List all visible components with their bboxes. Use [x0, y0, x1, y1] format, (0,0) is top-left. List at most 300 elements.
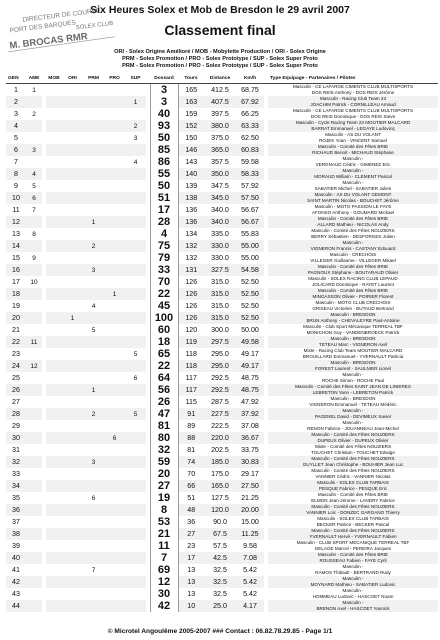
cell-pro	[104, 108, 125, 120]
cell-kmh: 52.50	[236, 288, 264, 300]
cell-kmh: 57.92	[236, 180, 264, 192]
cell-prm	[83, 480, 104, 492]
team-pilots: MINGASSON Olivier - POIRIER Florent	[312, 294, 394, 299]
cell-distance: 380.0	[204, 120, 236, 132]
cell-gen: 11	[6, 204, 26, 216]
team-category-partner: Masculin - Club Sport Mécanique TERREAL TBF	[303, 324, 403, 330]
cell-mob	[46, 324, 62, 336]
cell-kmh: 62.50	[236, 132, 264, 144]
cell-mob	[46, 96, 62, 108]
team-category-partner: Masculin -	[342, 420, 364, 426]
cell-distance: 185.0	[204, 456, 236, 468]
team-pilots: MORAUD William - CLEMENT Pascal	[314, 174, 392, 179]
cell-sup	[125, 576, 146, 588]
cell-sup	[125, 192, 146, 204]
cell-gen: 31	[6, 444, 26, 456]
cell-ame	[26, 348, 42, 360]
cell-ori	[62, 480, 83, 492]
cell-team	[268, 84, 438, 97]
cell-ame	[26, 492, 42, 504]
team-category-partner: Masculin -	[342, 372, 364, 378]
cell-distance: 165.0	[204, 480, 236, 492]
cell-ame	[26, 516, 42, 528]
cell-team	[268, 372, 438, 384]
cell-dossard: 3	[150, 84, 178, 97]
cell-ori	[62, 156, 83, 168]
cell-kmh: 49.17	[236, 360, 264, 372]
col-header-dossard: Dossard	[150, 74, 178, 84]
cell-team	[268, 420, 438, 432]
cell-distance: 315.0	[204, 288, 236, 300]
cell-ame	[26, 540, 42, 552]
team-category-partner: Masculin - CRECHOIS	[329, 252, 377, 258]
cell-pro	[104, 552, 125, 564]
cell-pro	[104, 540, 125, 552]
page-title: Six Heures Solex et Mob de Bresdon le 29 avril 2007	[90, 4, 350, 16]
cell-team	[268, 564, 438, 576]
result-row	[6, 372, 438, 384]
cell-kmh: 29.17	[236, 468, 264, 480]
cell-sup	[125, 360, 146, 372]
result-row	[6, 552, 438, 564]
cell-team	[268, 600, 438, 612]
cell-mob	[46, 348, 62, 360]
cell-ame: 2	[26, 108, 42, 120]
cell-prm: 7	[83, 564, 104, 576]
cell-ori	[62, 180, 83, 192]
cell-prm	[83, 528, 104, 540]
cell-tours: 13	[178, 576, 204, 588]
cell-ori	[62, 384, 83, 396]
cell-gen: 26	[6, 384, 26, 396]
result-row	[6, 396, 438, 408]
cell-prm	[83, 396, 104, 408]
result-row	[6, 384, 438, 396]
cell-kmh: 15.00	[236, 516, 264, 528]
cell-gen: 17	[6, 276, 26, 288]
result-row	[6, 456, 438, 468]
cell-pro	[104, 372, 125, 384]
cell-pro	[104, 276, 125, 288]
cell-ame: 1	[26, 84, 42, 97]
team-category-partner: Masculin - SOLEX CLUB TARBAIS	[317, 516, 389, 522]
cell-ame	[26, 264, 42, 276]
cell-sup	[125, 516, 146, 528]
cell-sup	[125, 600, 146, 612]
category-legend-line-1: ORI - Solex Origine Amélioré / MOB - Mobylette Production / ORI - Solex Origine	[114, 49, 326, 55]
cell-team	[268, 552, 438, 564]
cell-mob	[46, 480, 62, 492]
cell-dossard: 33	[150, 264, 178, 276]
team-category-partner: Masculin -	[342, 180, 364, 186]
cell-ame	[26, 288, 42, 300]
cell-ori	[62, 420, 83, 432]
cell-kmh: 50.00	[236, 324, 264, 336]
cell-pro	[104, 240, 125, 252]
cell-prm	[83, 288, 104, 300]
cell-pro: 6	[104, 432, 125, 444]
cell-pro	[104, 420, 125, 432]
col-header-prm: PRM	[83, 74, 104, 84]
cell-mob	[46, 252, 62, 264]
team-category-partner: Masculin - Comité des Fêtes BRIE	[317, 264, 389, 270]
result-row	[6, 600, 438, 612]
team-pilots: VANNIER Loic - DONZEC GARGANO Thierry	[306, 510, 400, 515]
cell-ame	[26, 96, 42, 108]
team-category-partner: Masculin -	[342, 156, 364, 162]
cell-team	[268, 336, 438, 348]
result-row	[6, 504, 438, 516]
cell-kmh: 56.67	[236, 204, 264, 216]
cell-mob	[46, 156, 62, 168]
cell-prm	[83, 432, 104, 444]
team-category-partner: Masculin - Comité des Fêtes BRIE	[317, 552, 389, 558]
team-pilots: PESQUE Fabrice - PESQUE Eric	[318, 486, 388, 491]
cell-tours: 88	[178, 432, 204, 444]
cell-ori	[62, 192, 83, 204]
team-pilots: RENON Fabrice - JOUANNEAU Jean-Michel	[307, 426, 399, 431]
col-header-ame: AME	[26, 74, 42, 84]
result-row	[6, 528, 438, 540]
cell-kmh: 5.42	[236, 564, 264, 576]
team-category-partner: Masculin - BRESDON	[330, 396, 376, 402]
result-row	[6, 348, 438, 360]
cell-ame: 3	[26, 144, 42, 156]
cell-mob	[46, 192, 62, 204]
cell-dossard: 26	[150, 396, 178, 408]
col-header-mob: MOB	[46, 74, 62, 84]
cell-distance: 340.0	[204, 204, 236, 216]
cell-dossard: 12	[150, 576, 178, 588]
cell-mob	[46, 444, 62, 456]
cell-gen: 7	[6, 156, 26, 168]
cell-ame: 10	[26, 276, 42, 288]
result-row	[6, 96, 438, 108]
cell-mob	[46, 144, 62, 156]
cell-pro	[104, 492, 125, 504]
cell-team	[268, 300, 438, 312]
cell-sup	[125, 288, 146, 300]
cell-gen: 44	[6, 600, 26, 612]
cell-prm	[83, 108, 104, 120]
cell-pro	[104, 132, 125, 144]
cell-mob	[46, 240, 62, 252]
cell-pro	[104, 120, 125, 132]
result-row	[6, 108, 438, 120]
cell-ame	[26, 240, 42, 252]
team-category-partner: Masculin - Comité des Fêtes SAINT JEAN DE LINIERES	[295, 384, 411, 390]
cell-team	[268, 432, 438, 444]
col-header-tours: Tours	[178, 74, 204, 84]
team-category-partner: Masculin - BRESDON	[330, 360, 376, 366]
cell-distance: 300.0	[204, 324, 236, 336]
cell-ame	[26, 456, 42, 468]
cell-sup: 5	[125, 348, 146, 360]
cell-dossard: 11	[150, 540, 178, 552]
cell-gen: 4	[6, 120, 26, 132]
cell-mob	[46, 300, 62, 312]
cell-distance: 397.5	[204, 108, 236, 120]
cell-ame: 11	[26, 336, 42, 348]
result-row	[6, 192, 438, 204]
cell-gen: 35	[6, 492, 26, 504]
cell-ame	[26, 444, 42, 456]
team-category-partner: Masculin -	[342, 600, 364, 606]
result-row	[6, 288, 438, 300]
cell-prm	[83, 360, 104, 372]
cell-tours: 152	[178, 120, 204, 132]
cell-kmh: 57.50	[236, 192, 264, 204]
cell-sup: 2	[125, 120, 146, 132]
team-category-partner: Masculin - Comité des Fêtes BRIE	[317, 144, 389, 150]
cell-distance: 407.5	[204, 96, 236, 108]
team-pilots: GUYLLET Jean Christophe - BOUHIER Jean Luc	[302, 462, 404, 467]
cell-gen: 28	[6, 408, 26, 420]
cell-prm: 2	[83, 240, 104, 252]
cell-tours: 117	[178, 384, 204, 396]
cell-prm	[83, 576, 104, 588]
team-category-partner: Masculin - BRESDON	[330, 312, 376, 318]
cell-pro	[104, 444, 125, 456]
cell-mob	[46, 588, 62, 600]
cell-ame	[26, 312, 42, 324]
cell-sup	[125, 252, 146, 264]
cell-dossard: 60	[150, 324, 178, 336]
cell-kmh: 33.75	[236, 444, 264, 456]
cell-dossard: 79	[150, 252, 178, 264]
team-category-partner: Masculin - Cycle Racing Team 23 MOUTIER MALCARD	[295, 120, 411, 126]
team-pilots: VANNIER Cédric - VANNIER Nicolas	[315, 474, 391, 479]
cell-ame	[26, 300, 42, 312]
cell-sup: 4	[125, 156, 146, 168]
team-pilots: SAINT MARTIN Nicolas - BOUCHET Jérôme	[307, 198, 399, 203]
cell-mob	[46, 360, 62, 372]
result-row	[6, 300, 438, 312]
cell-pro	[104, 84, 125, 97]
cell-prm	[83, 204, 104, 216]
cell-ori	[62, 600, 83, 612]
cell-tours: 134	[178, 228, 204, 240]
cell-kmh: 56.67	[236, 216, 264, 228]
cell-mob	[46, 132, 62, 144]
cell-team	[268, 264, 438, 276]
cell-kmh: 47.92	[236, 396, 264, 408]
cell-tours: 143	[178, 156, 204, 168]
cell-kmh: 37.92	[236, 408, 264, 420]
result-row	[6, 564, 438, 576]
cell-kmh: 27.50	[236, 480, 264, 492]
cell-gen: 21	[6, 324, 26, 336]
cell-prm: 4	[83, 300, 104, 312]
result-row	[6, 216, 438, 228]
cell-tours: 117	[178, 372, 204, 384]
cell-ori	[62, 348, 83, 360]
cell-prm: 6	[83, 492, 104, 504]
result-row	[6, 324, 438, 336]
result-row	[6, 492, 438, 504]
cell-sup	[125, 564, 146, 576]
team-pilots: JOACHIM Patrick - CORNILLEAU Arnaud	[310, 102, 396, 107]
team-pilots: PAGENEL David - DEVIMEUX Xavier	[314, 414, 392, 419]
cell-ori	[62, 120, 83, 132]
cell-distance: 287.5	[204, 396, 236, 408]
cell-distance: 25.0	[204, 600, 236, 612]
cell-mob	[46, 168, 62, 180]
cell-pro	[104, 564, 125, 576]
cell-tours: 126	[178, 276, 204, 288]
team-pilots: BECKER Patrice - BECKER Pascal	[316, 522, 390, 527]
team-category-partner: Masculin -	[342, 588, 364, 594]
cell-gen: 42	[6, 576, 26, 588]
cell-distance: 295.0	[204, 348, 236, 360]
cell-pro	[104, 180, 125, 192]
cell-team	[268, 468, 438, 480]
cell-prm	[83, 252, 104, 264]
cell-distance: 32.5	[204, 564, 236, 576]
cell-dossard: 81	[150, 420, 178, 432]
cell-mob	[46, 312, 62, 324]
cell-sup: 3	[125, 132, 146, 144]
cell-dossard: 55	[150, 168, 178, 180]
cell-sup	[125, 552, 146, 564]
cell-kmh: 49.17	[236, 348, 264, 360]
cell-ame: 7	[26, 204, 42, 216]
team-pilots: MOYNARD Mathieu - SABATIER Ludovic	[310, 582, 396, 587]
cell-ori	[62, 264, 83, 276]
cell-ame	[26, 384, 42, 396]
cell-mob	[46, 600, 62, 612]
cell-distance: 127.5	[204, 492, 236, 504]
team-pilots: FOREST Laurent - SAULNIER Lionel	[315, 366, 391, 371]
cell-mob	[46, 216, 62, 228]
cell-distance: 315.0	[204, 300, 236, 312]
result-row	[6, 84, 438, 97]
cell-distance: 297.5	[204, 336, 236, 348]
team-pilots: LEBRETON Yann - LEBRETON Patrick	[312, 390, 394, 395]
cell-pro	[104, 96, 125, 108]
cell-tours: 70	[178, 468, 204, 480]
cell-kmh: 4.17	[236, 600, 264, 612]
cell-ori	[62, 84, 83, 97]
cell-mob	[46, 456, 62, 468]
cell-gen: 29	[6, 420, 26, 432]
result-row	[6, 468, 438, 480]
cell-ori	[62, 528, 83, 540]
stamp-line-1: DIRECTEUR DE COURSE	[22, 7, 101, 24]
cell-prm	[83, 420, 104, 432]
team-pilots: HOMMEAU Ludovic - HASCOET Noam	[312, 594, 394, 599]
cell-team	[268, 204, 438, 216]
cell-ori	[62, 588, 83, 600]
cell-distance: 292.5	[204, 372, 236, 384]
team-pilots: VERGNAUD Cédric - GIMENEZ Eric	[315, 162, 391, 167]
cell-team	[268, 156, 438, 168]
cell-ame: 8	[26, 228, 42, 240]
team-category-partner: Masculin - Comité des Fêtes NOUZIERS	[311, 468, 395, 474]
cell-prm: 3	[83, 456, 104, 468]
cell-team	[268, 168, 438, 180]
cell-distance: 340.0	[204, 216, 236, 228]
cell-kmh: 21.25	[236, 492, 264, 504]
team-pilots: ROJEK Yoan - VINCENT Samuel	[319, 138, 387, 143]
cell-tours: 126	[178, 288, 204, 300]
cell-team	[268, 480, 438, 492]
cell-pro	[104, 300, 125, 312]
team-category-partner: Masculin - MOTO PASSION LE FAYE	[314, 204, 392, 210]
cell-pro	[104, 144, 125, 156]
team-category-partner: Masculin -	[342, 408, 364, 414]
cell-distance: 350.0	[204, 168, 236, 180]
cell-tours: 81	[178, 444, 204, 456]
team-category-partner: Masculin - Comité des Fêtes BRIE	[317, 288, 389, 294]
cell-tours: 131	[178, 264, 204, 276]
team-category-partner: Masculin - Comité des Fêtes NOUZIERS	[311, 504, 395, 510]
cell-mob	[46, 264, 62, 276]
cell-team	[268, 516, 438, 528]
cell-tours: 17	[178, 552, 204, 564]
cell-dossard: 40	[150, 108, 178, 120]
cell-mob	[46, 204, 62, 216]
cell-dossard: 50	[150, 180, 178, 192]
cell-distance: 227.5	[204, 408, 236, 420]
team-pilots: BRUN Anthony - CHEVALEYRE Paul-Antoine	[306, 318, 400, 323]
cell-team	[268, 384, 438, 396]
cell-mob	[46, 336, 62, 348]
team-pilots: DOS REIS Dominique - DOS REIS Steve	[310, 114, 396, 119]
cell-kmh: 55.83	[236, 228, 264, 240]
cell-ori	[62, 288, 83, 300]
cell-distance: 327.5	[204, 264, 236, 276]
cell-gen: 6	[6, 144, 26, 156]
cell-pro	[104, 456, 125, 468]
cell-kmh: 11.25	[236, 528, 264, 540]
cell-team	[268, 444, 438, 456]
cell-prm	[83, 132, 104, 144]
cell-pro	[104, 468, 125, 480]
cell-team	[268, 360, 438, 372]
cell-distance: 412.5	[204, 84, 236, 97]
cell-pro	[104, 516, 125, 528]
result-row	[6, 240, 438, 252]
cell-tours: 91	[178, 408, 204, 420]
team-pilots: BARRAT Emmanuel - LEGAYE Ludovicq	[311, 126, 395, 131]
cell-mob	[46, 504, 62, 516]
cell-ori	[62, 432, 83, 444]
cell-prm	[83, 600, 104, 612]
result-row	[6, 180, 438, 192]
cell-pro	[104, 156, 125, 168]
cell-gen: 27	[6, 396, 26, 408]
team-category-partner: Masculin -	[342, 240, 364, 246]
cell-dossard: 8	[150, 504, 178, 516]
cell-pro	[104, 480, 125, 492]
cell-tours: 159	[178, 108, 204, 120]
cell-mob	[46, 396, 62, 408]
category-legend-line-2: PRM - Solex Promotion / PRO - Solex Prototype / SUP - Solex Super Proto	[122, 56, 318, 62]
cell-ame: 5	[26, 180, 42, 192]
cell-kmh: 54.58	[236, 264, 264, 276]
result-row	[6, 540, 438, 552]
cell-team	[268, 492, 438, 504]
cell-team	[268, 324, 438, 336]
cell-dossard: 70	[150, 276, 178, 288]
result-row	[6, 276, 438, 288]
cell-gen: 3	[6, 108, 26, 120]
cell-distance: 175.0	[204, 468, 236, 480]
cell-distance: 57.5	[204, 540, 236, 552]
team-category-partner: Masculin - AS DU VOLANT GEMONT	[314, 192, 392, 198]
cell-tours: 36	[178, 516, 204, 528]
